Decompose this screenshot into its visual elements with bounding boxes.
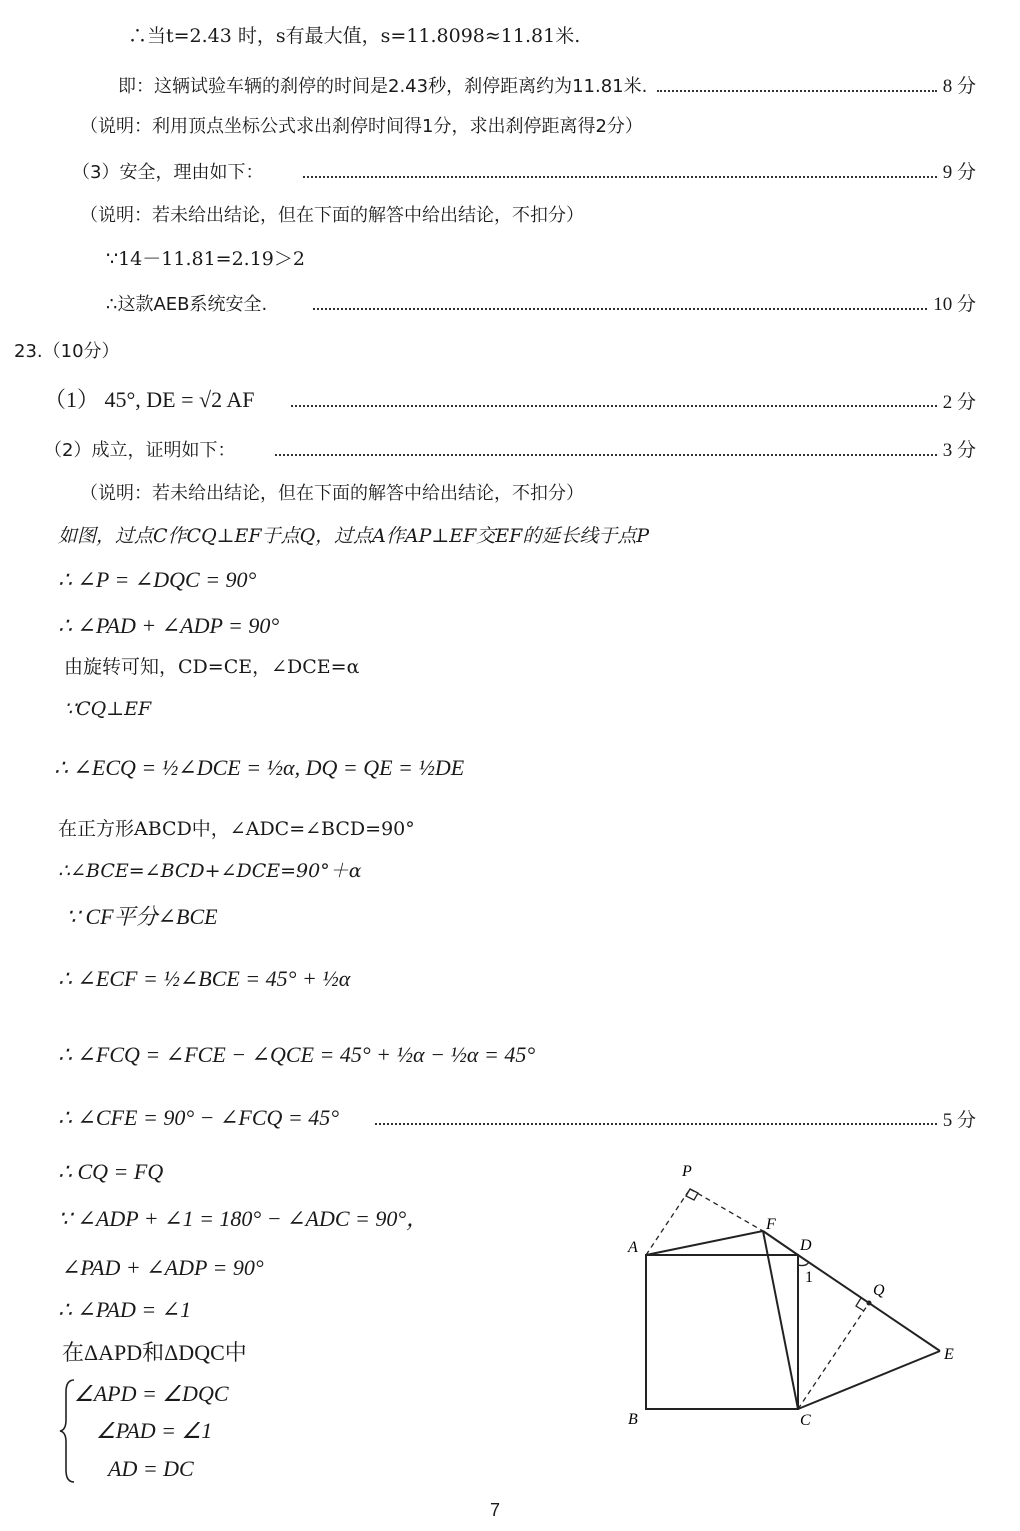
leader-dots: [291, 405, 937, 407]
score-label: 9 分: [942, 162, 976, 183]
label-angle-1: 1: [805, 1269, 813, 1286]
text-line-2-content: 即：这辆试验车辆的刹停的时间是2.43秒，刹停距离约为11.81米.: [118, 75, 648, 97]
page-number: 7: [490, 1500, 501, 1520]
segment-fd: [763, 1231, 798, 1255]
score-label: 8 分: [942, 76, 976, 97]
label-b: B: [628, 1411, 638, 1428]
segment-af: [646, 1231, 763, 1255]
proof-step-11-content: ∴ ∠CFE = 90° − ∠FCQ = 45°: [58, 1105, 340, 1130]
leader-dots: [657, 90, 936, 92]
square-abcd: [646, 1255, 798, 1409]
label-a: A: [628, 1239, 638, 1256]
proof-step-6: 在正方形ABCD中，∠ADC=∠BCD=90°: [58, 818, 415, 840]
segment-cf: [763, 1231, 798, 1409]
label-f: F: [766, 1216, 776, 1233]
score-label: 2 分: [942, 391, 976, 413]
proof-step-13: ∵ ∠ADP + ∠1 = 180° − ∠ADC = 90°，: [58, 1206, 429, 1231]
leader-dots: [313, 308, 927, 310]
proof-step-1: ∴ ∠P = ∠DQC = 90°: [58, 567, 257, 592]
label-c: C: [800, 1412, 811, 1429]
note-line-2: （说明：若未给出结论，但在下面的解答中给出结论，不扣分）: [80, 205, 584, 226]
proof-step-15: ∴ ∠PAD = ∠1: [58, 1297, 192, 1322]
text-line-7-content: ∴这款AEB系统安全.: [106, 293, 268, 315]
label-q: Q: [873, 1282, 885, 1299]
leader-dots: [303, 176, 936, 178]
system-eq-2: ∠PAD = ∠1: [96, 1418, 213, 1443]
system-eq-1: ∠APD = ∠DQC: [74, 1381, 229, 1406]
text-line-7: [106, 289, 976, 316]
text-line-4: [72, 157, 976, 184]
text-line-9-content: （1） 45°, DE = √2 AF: [44, 387, 255, 412]
proof-step-7: ∴∠BCE=∠BCD+∠DCE=90°＋α: [58, 860, 362, 882]
score-label: 3 分: [942, 440, 976, 461]
score-label: 5 分: [942, 1109, 976, 1131]
geometry-figure: [610, 1155, 980, 1435]
proof-step-12: ∴ CQ = FQ: [58, 1159, 164, 1184]
question-heading: 23.（10分）: [14, 341, 120, 362]
segment-ce: [798, 1351, 940, 1409]
label-d: D: [800, 1237, 812, 1254]
note-line-1: （说明：利用顶点坐标公式求出刹停时间得1分，求出刹停距离得2分）: [80, 116, 643, 137]
point-q: [867, 1301, 872, 1306]
segment-pf: [690, 1189, 763, 1231]
text-line-2: [118, 71, 976, 98]
proof-step-2: ∴ ∠PAD + ∠ADP = 90°: [58, 613, 280, 638]
proof-step-10: ∴ ∠FCQ = ∠FCE − ∠QCE = 45° + ½α − ½α = 45°: [58, 1042, 536, 1067]
note-line-3: （说明：若未给出结论，但在下面的解答中给出结论，不扣分）: [80, 483, 584, 504]
label-e: E: [944, 1346, 954, 1363]
segment-cq: [798, 1303, 869, 1409]
text-line-10-content: （2）成立，证明如下：: [44, 439, 236, 461]
leader-dots: [375, 1123, 937, 1125]
text-line-4-content: （3）安全，理由如下：: [72, 161, 264, 183]
score-label: 10 分: [933, 294, 976, 315]
proof-step-11: [58, 1104, 976, 1132]
segment-ap: [646, 1189, 690, 1255]
label-p: P: [682, 1163, 692, 1180]
proof-step-16: 在ΔAPD和ΔDQC中: [62, 1340, 247, 1365]
proof-step-4: ∵CQ⊥EF: [64, 698, 152, 720]
proof-step-5: ∴ ∠ECQ = ½∠DCE = ½α, DQ = QE = ½DE: [54, 755, 465, 780]
proof-step-14: ∠PAD + ∠ADP = 90°: [62, 1255, 264, 1280]
right-angle-p: [686, 1189, 698, 1200]
angle-1-arc: [798, 1262, 809, 1266]
proof-step-3: 由旋转可知，CD=CE，∠DCE=α: [64, 656, 360, 678]
text-line-9: [44, 386, 976, 414]
leader-dots: [275, 454, 936, 456]
text-line-1: ∴当t=2.43 时，s有最大值，s=11.8098≈11.81米.: [128, 25, 581, 47]
text-line-10: [44, 435, 976, 462]
proof-step-8: ∵ CF平分∠BCE: [66, 904, 218, 929]
system-eq-3: AD = DC: [108, 1456, 194, 1481]
text-line-12: 如图，过点C作CQ⊥EF于点Q，过点A作AP⊥EF交EF的延长线于点P: [58, 525, 650, 547]
proof-step-9: ∴ ∠ECF = ½∠BCE = 45° + ½α: [58, 966, 351, 991]
text-line-6: ∵14－11.81=2.19＞2: [106, 248, 305, 270]
